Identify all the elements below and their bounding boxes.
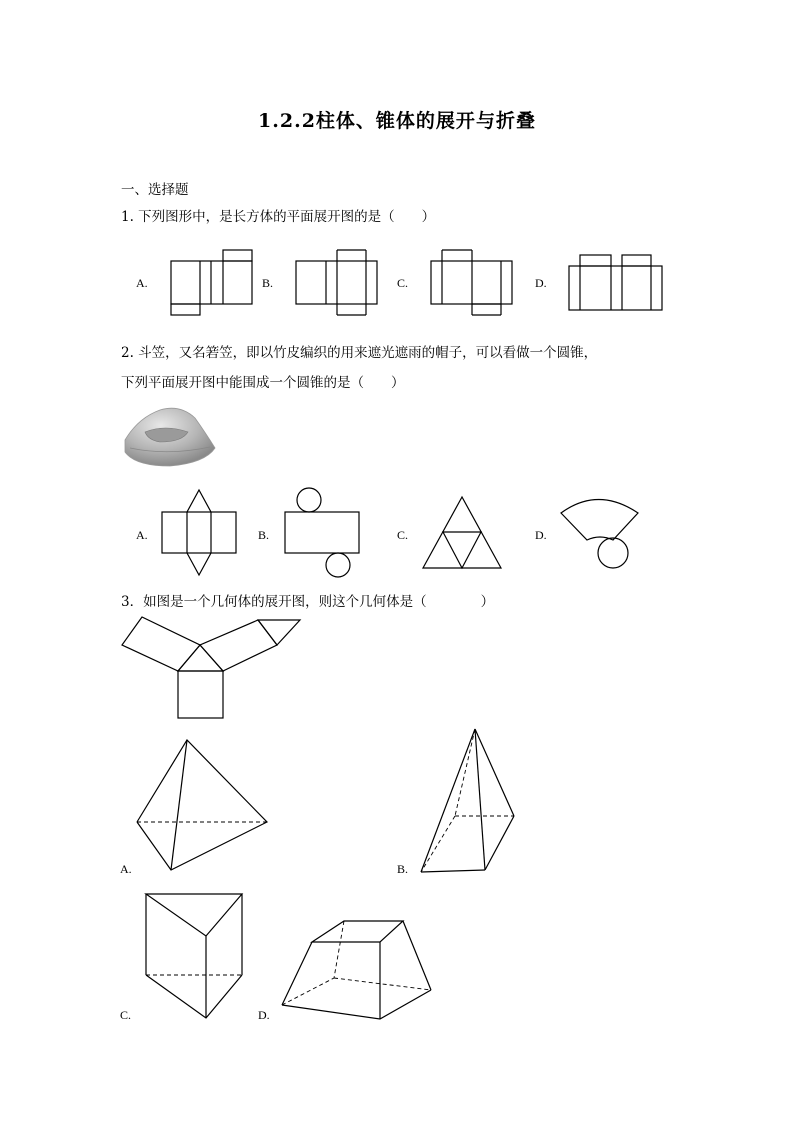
question-2-stem-line-1: 2. 斗笠，又名箬笠，即以竹皮编织的用来遮光遮雨的帽子，可以看做一个圆锥， [121, 345, 598, 361]
q2-option-d-label: D. [535, 528, 547, 542]
q2-option-a-label: A. [136, 528, 148, 542]
q1-option-d-label: D. [535, 276, 547, 290]
q3-option-d-label: D. [258, 1008, 270, 1022]
q2-option-b-label: B. [258, 528, 270, 542]
q3-option-b-label: B. [397, 862, 409, 876]
q1-option-c-label: C. [397, 276, 409, 290]
q1-option-a-label: A. [136, 276, 148, 290]
question-3-stem: 3．如图是一个几何体的展开图，则这个几何体是（ ） [121, 594, 495, 610]
q3-option-c-label: C. [120, 1008, 132, 1022]
q3-option-a-label: A. [120, 862, 132, 876]
section-heading: 一、选择题 [121, 182, 189, 198]
page-title: 1.2.2柱体、锥体的展开与折叠 [258, 110, 536, 132]
question-1-stem: 1. 下列图形中，是长方体的平面展开图的是（ ） [121, 209, 436, 225]
q1-option-b-label: B. [262, 276, 274, 290]
question-2-stem-line-2: 下列平面展开图中能围成一个圆锥的是（ ） [121, 375, 405, 391]
q2-option-c-label: C. [397, 528, 409, 542]
